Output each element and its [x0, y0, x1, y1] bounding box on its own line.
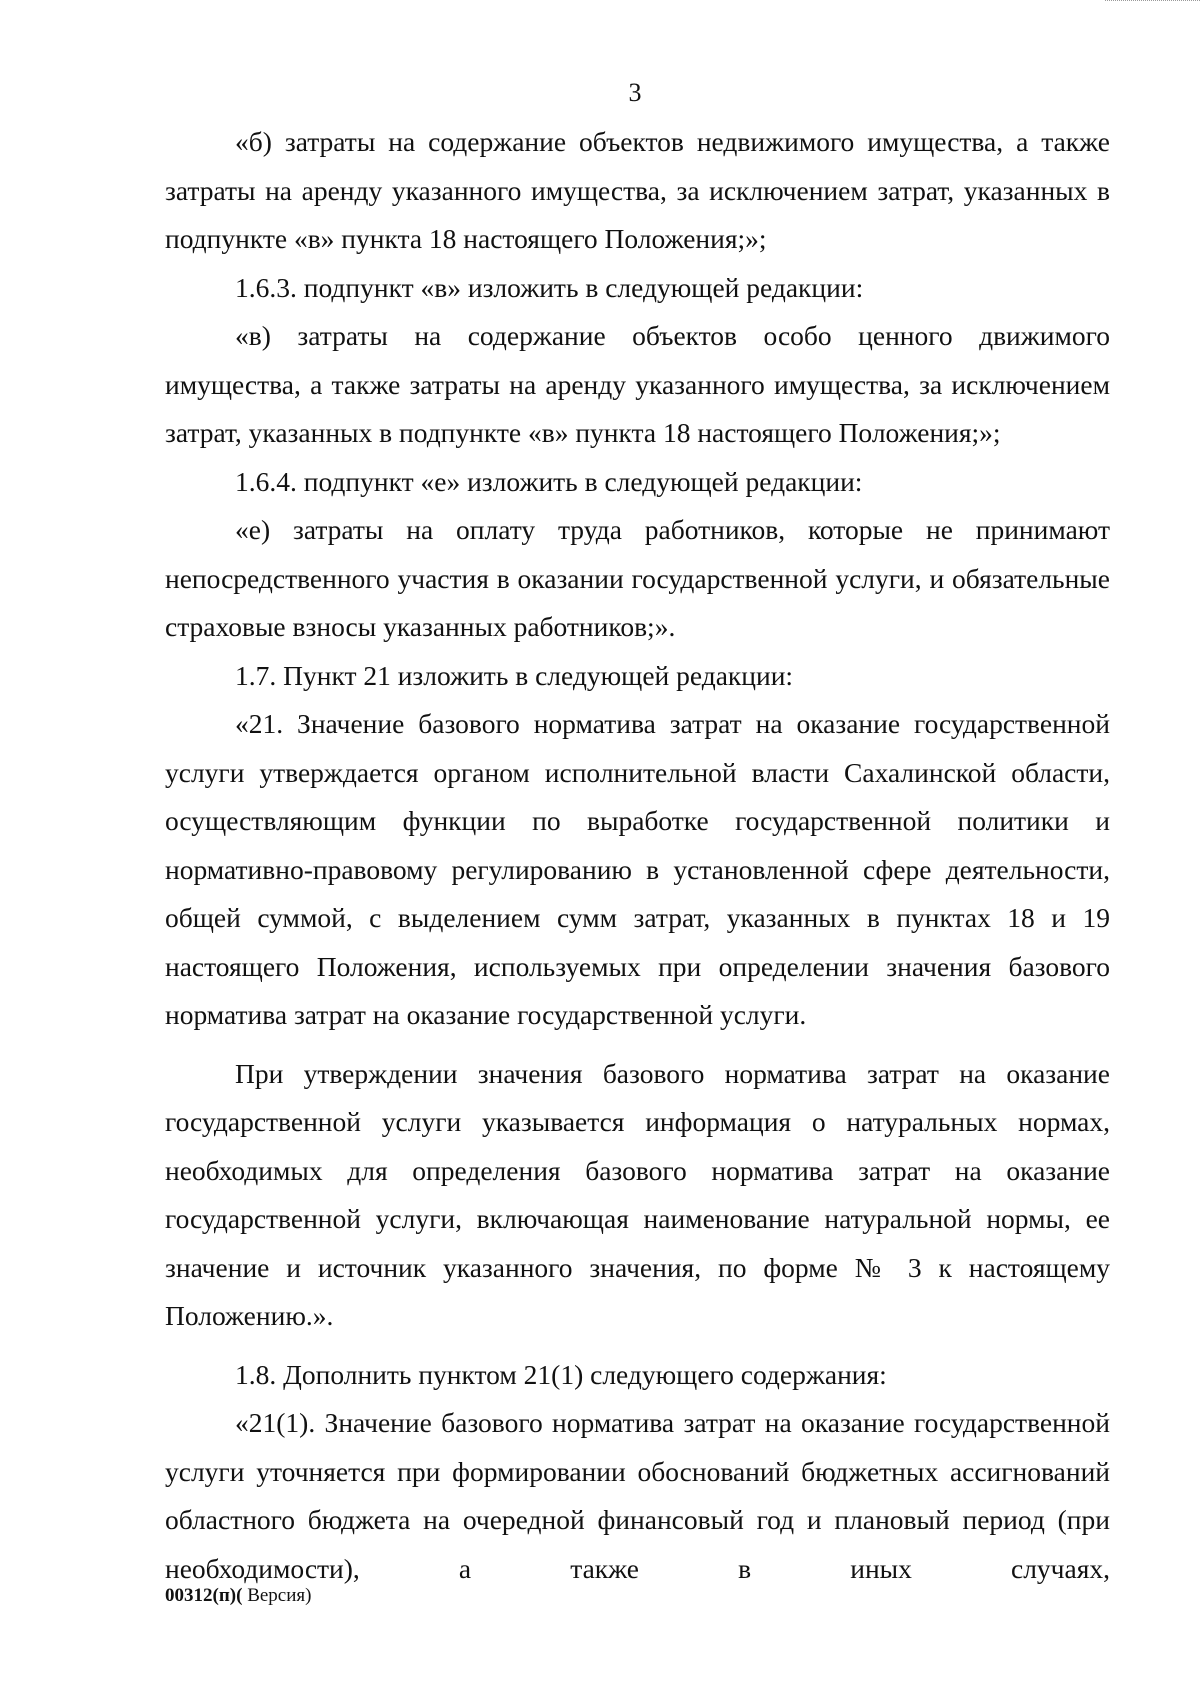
paragraph-1-6-3: 1.6.3. подпункт «в» изложить в следующей редакции: [235, 271, 864, 303]
document-body [165, 118, 1110, 1593]
paragraph-1-6-4: 1.6.4. подпункт «е» изложить в следующей редакции: [235, 465, 863, 497]
paragraph-1-8: 1.8. Дополнить пунктом 21(1) следующего содержания: [235, 1358, 887, 1390]
page-number: 3 [628, 78, 642, 107]
document-code: 00312(п)( [165, 1585, 243, 1606]
paragraph-v-expenses: «в) затраты на содержание объектов особо ценного движимого имущества, а также затраты на аренду указанного имущества, за исключением затрат, указанных в подпункте «в» пункта 18 настоящего Положения;»; [165, 320, 1110, 448]
paragraph-b-expenses: «б) затраты на содержание объектов недвижимого имущества, а также затраты на аренду указанного имущества, за исключением затрат, указанных в подпункте «в» пункта 18 настоящего Положения;»; [165, 126, 1110, 254]
paragraph-21-1: «21(1). Значение базового норматива затрат на оказание государственной услуги уточняется при формировании обоснований бюджетных ассигнований областного бюджета на очередной финансовый год и плановый период (при необходимости), а также в иных случаях, [165, 1407, 1110, 1584]
scan-edge-mark [1105, 0, 1200, 3]
paragraph-1-7: 1.7. Пункт 21 изложить в следующей редакции: [235, 659, 794, 691]
document-version: Версия) [242, 1585, 312, 1606]
paragraph-e-expenses: «е) затраты на оплату труда работников, которые не принимают непосредственного участия в оказании государственной услуги, и обязательные страховые взносы указанных работников;». [165, 514, 1110, 642]
document-footer [165, 1585, 311, 1607]
paragraph-21: «21. Значение базового норматива затрат на оказание государственной услуги утверждается органом исполнительной власти Сахалинской области, осуществляющим функции по выработке государственной политики и нормативно-правовому регулированию в установленной сфере деятельности, общей суммой, с выделением сумм затрат, указанных в пунктах 18 и 19 настоящего Положения, используемых при определении значения базового норматива затрат на оказание государственной услуги. [165, 708, 1110, 1030]
paragraph-approval: При утверждении значения базового норматива затрат на оказание государственной услуги указывается информация о натуральных нормах, необходимых для определения базового норматива затрат на оказание государственной услуги, включающая наименование натуральной нормы, ее значение и источник указанного значения, по форме № 3 к настоящему Положению.». [165, 1057, 1110, 1331]
